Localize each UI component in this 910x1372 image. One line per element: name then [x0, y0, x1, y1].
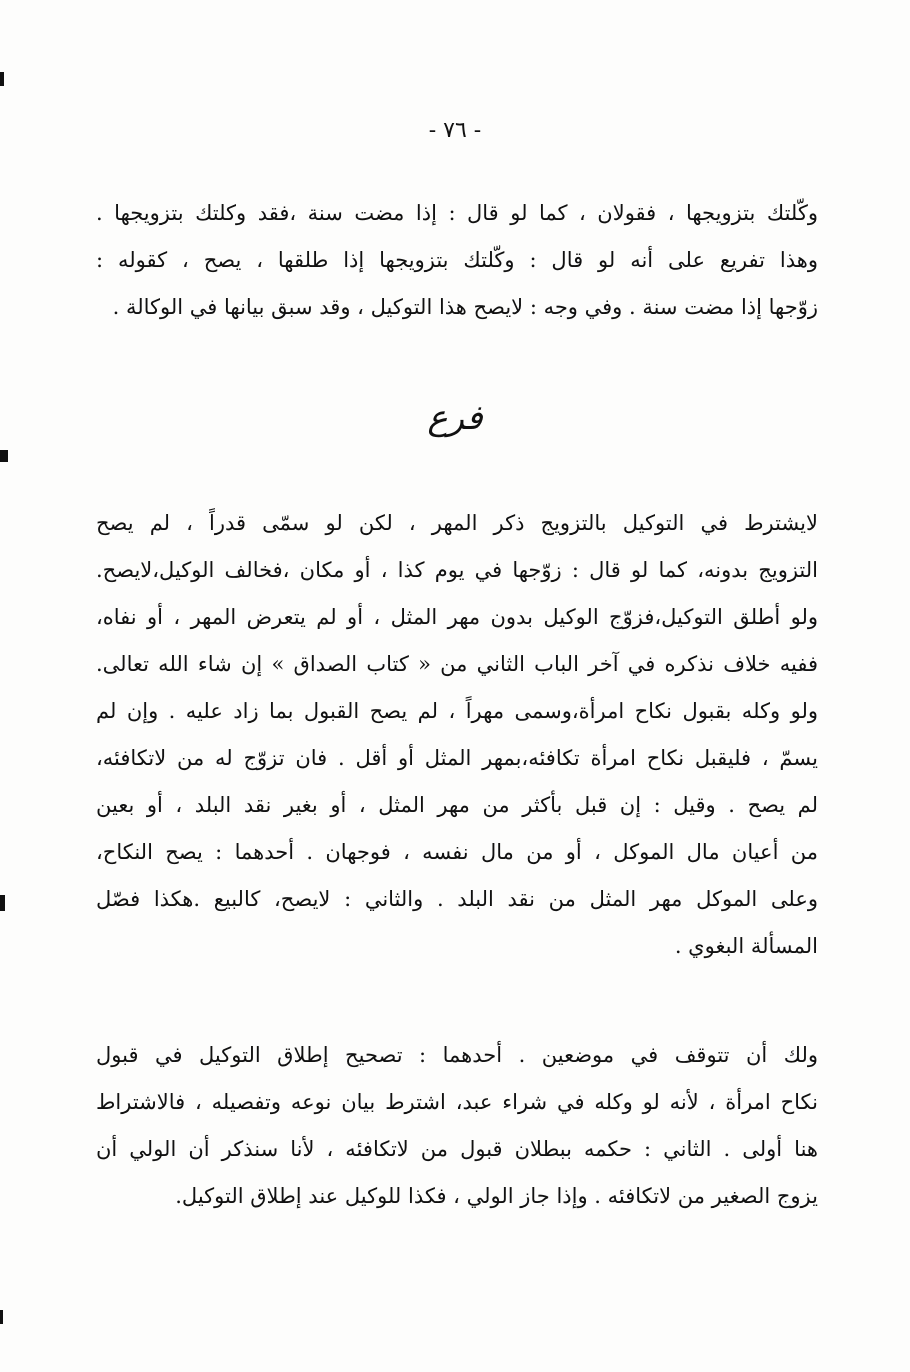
page-number: - ٧٦ -: [428, 118, 482, 143]
text-line: التزويج بدونه، كما لو قال : زوّجها في يوم كذا ، أو مكان ،فخالف الوكيل،لايصح.: [96, 558, 818, 582]
text-line: ففيه خلاف نذكره في آخر الباب الثاني من « كتاب الصداق » إن شاء الله تعالى.: [96, 652, 818, 676]
text-line: لايشترط في التوكيل بالتزويج ذكر المهر ، لكن لو سمّى قدراً ، لم يصح: [96, 511, 818, 535]
text-line: هنا أولى . الثاني : حكمه ببطلان قبول من لاتكافئه ، لأنا سنذكر أن الولي أن: [96, 1137, 818, 1161]
text-line: زوّجها إذا مضت سنة . وفي وجه : لايصح هذا التوكيل ، وقد سبق بيانها في الوكالة .: [112, 295, 818, 319]
text-line: ولك أن تتوقف في موضعين . أحدهما : تصحيح إطلاق التوكيل في قبول: [96, 1043, 818, 1067]
text-line: وهذا تفريع على أنه لو قال : وكّلتك بتزويجها إذا طلقها ، يصح ، كقوله :: [96, 248, 818, 272]
scan-edge-mark: [0, 895, 5, 911]
section-heading: فرع: [427, 398, 483, 438]
text-line: المسألة البغوي .: [674, 934, 818, 958]
text-line: ولو أطلق التوكيل،فزوّج الوكيل بدون مهر المثل ، أو لم يتعرض المهر ، أو نفاه،: [96, 605, 818, 629]
text-line: ولو وكله بقبول نكاح امرأة،وسمى مهراً ، لم يصح القبول بما زاد عليه . وإن لم: [96, 699, 818, 723]
text-line: نكاح امرأة ، لأنه لو وكله في شراء عبد، اشترط بيان نوعه وتفصيله ، فالاشتراط: [96, 1090, 818, 1114]
text-line: يسمّ ، فليقبل نكاح امرأة تكافئه،بمهر المثل أو أقل . فان تزوّج له من لاتكافئه،: [96, 746, 818, 770]
paragraph-commentary: [96, 1032, 818, 1220]
paragraph-continuation: [96, 190, 818, 331]
paragraph-main: [96, 500, 818, 970]
text-line: من أعيان مال الموكل ، أو من مال نفسه ، فوجهان . أحدهما : يصح النكاح،: [96, 840, 818, 864]
scan-edge-mark: [0, 72, 4, 86]
text-line: يزوج الصغير من لاتكافئه . وإذا جاز الولي ، فكذا للوكيل عند إطلاق التوكيل.: [175, 1184, 818, 1208]
text-line: وعلى الموكل مهر المثل من نقد البلد . والثاني : لايصح، كالبيع .هكذا فصّل: [96, 887, 818, 911]
text-line: وكّلتك بتزويجها ، فقولان ، كما لو قال : إذا مضت سنة ،فقد وكلتك بتزويجها .: [96, 201, 818, 225]
scan-edge-mark: [0, 1310, 3, 1324]
scan-edge-mark: [0, 450, 8, 462]
text-line: لم يصح . وقيل : إن قبل بأكثر من مهر المثل ، أو بغير نقد البلد ، أو بعين: [96, 793, 818, 817]
